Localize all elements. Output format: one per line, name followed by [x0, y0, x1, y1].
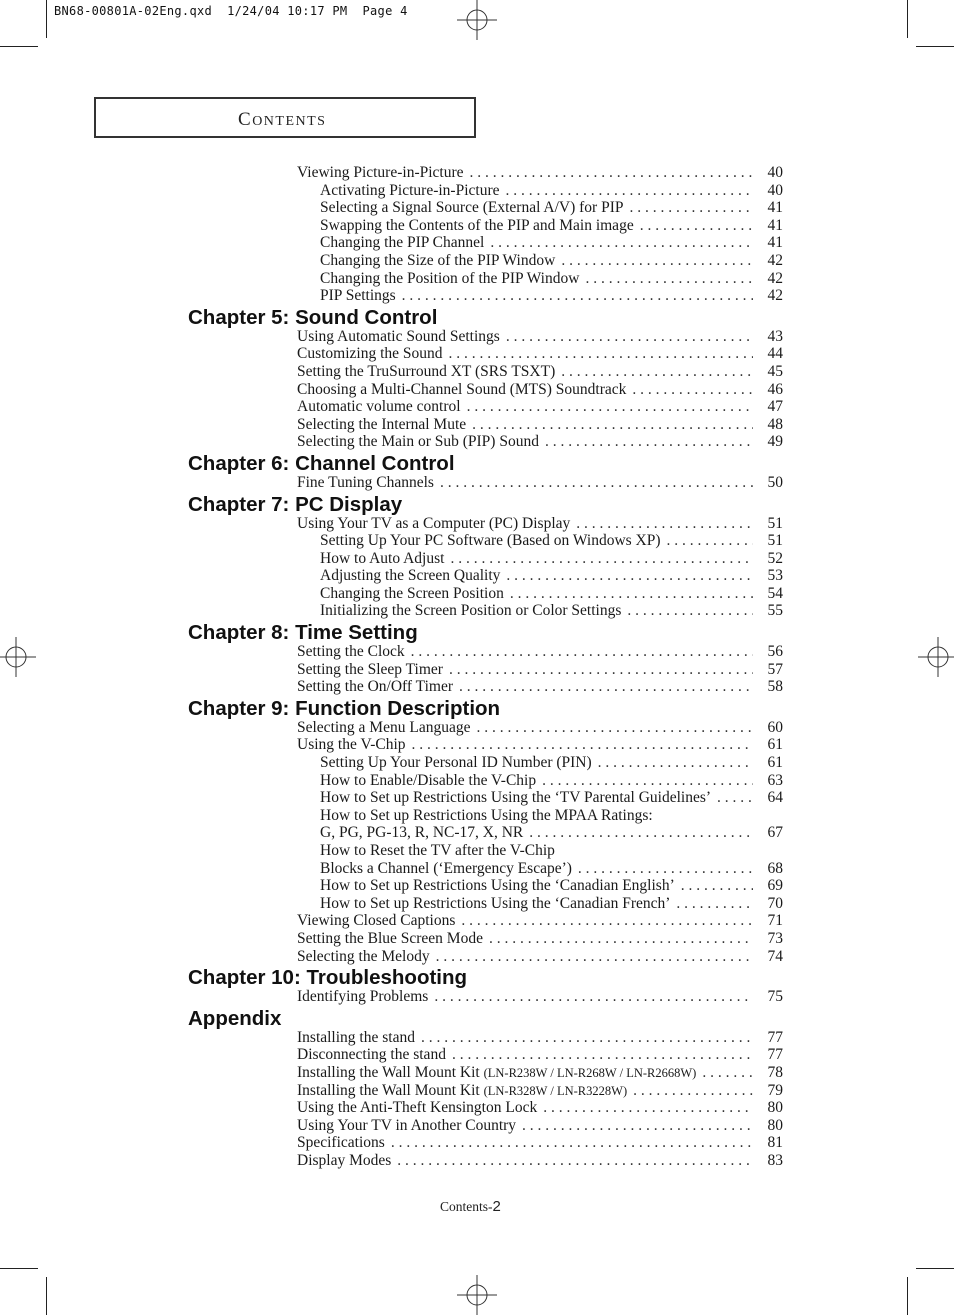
- toc-entry-title: [320, 842, 555, 860]
- dot-leader: [472, 416, 753, 434]
- toc-entry: [188, 719, 783, 737]
- toc-entry-text: Setting Up Your PC Software (Based on Windows XP): [320, 532, 661, 550]
- toc-entry-title: [297, 661, 443, 679]
- chapter-heading: Chapter 8: Time Setting: [188, 621, 418, 645]
- toc-entry-text: How to Enable/Disable the V-Chip: [320, 771, 537, 789]
- toc-entry-title: [297, 381, 626, 399]
- footer-label: Contents-: [440, 1199, 493, 1214]
- toc-page-number: 41: [767, 216, 783, 234]
- dot-leader: [561, 252, 753, 270]
- toc-entry-text: Initializing the Screen Position or Color Settings: [320, 602, 622, 620]
- toc-entry-text: Using Your TV as a Computer (PC) Display: [297, 514, 571, 532]
- crop-mark: [0, 46, 38, 47]
- toc-subentry: [188, 789, 783, 807]
- toc-entry-text: Installing the stand: [297, 1028, 415, 1046]
- toc-page-number: 55: [767, 602, 783, 620]
- toc-entry-title: [320, 789, 711, 807]
- toc-subentry: [188, 877, 783, 895]
- dot-leader: [632, 381, 753, 399]
- chapter-heading: Chapter 5: Sound Control: [188, 305, 438, 329]
- toc-subentry: [188, 287, 783, 305]
- dot-leader: [506, 182, 754, 200]
- toc-entry-title: [297, 912, 455, 930]
- toc-entry-title: [320, 824, 523, 842]
- toc-page-number: 44: [767, 345, 783, 363]
- toc-entry-text: Setting the Clock: [297, 643, 405, 661]
- footer-page-number: 2: [492, 1198, 501, 1215]
- table-of-contents: [188, 164, 783, 1170]
- dot-leader: [717, 789, 753, 807]
- toc-entry-text: Selecting a Menu Language: [297, 718, 471, 736]
- dot-leader: [490, 234, 753, 252]
- toc-entry-text: Viewing Picture-in-Picture: [297, 164, 464, 181]
- toc-entry-text: Using the Anti-Theft Kensington Lock: [297, 1099, 538, 1117]
- toc-subentry: [188, 842, 783, 860]
- dot-leader: [459, 678, 753, 696]
- toc-entry: [188, 736, 783, 754]
- toc-page-number: 70: [767, 894, 783, 912]
- toc-page-number: 74: [767, 947, 783, 965]
- toc-entry: [188, 948, 783, 966]
- toc-page-number: 58: [767, 678, 783, 696]
- dot-leader: [461, 912, 753, 930]
- toc-page-number: 40: [767, 164, 783, 181]
- contents-header-box: [94, 97, 476, 138]
- toc-entry-title: [320, 217, 634, 235]
- registration-mark-right: [918, 637, 954, 677]
- toc-page-number: 77: [767, 1028, 783, 1046]
- toc-entry-title: [297, 948, 430, 966]
- dot-leader: [436, 948, 753, 966]
- toc-subentry: [188, 182, 783, 200]
- toc-entry: [188, 678, 783, 696]
- toc-page-number: 45: [767, 362, 783, 380]
- toc-entry-title: [320, 602, 621, 620]
- toc-entry: [188, 1029, 783, 1047]
- toc-entry-text: Installing the Wall Mount Kit: [297, 1063, 480, 1081]
- page-title-rest: ONTENTS: [252, 114, 327, 129]
- toc-subentry: [188, 234, 783, 252]
- toc-entry-text: How to Set up Restrictions Using the ‘TV Parental Guidelines’: [320, 789, 712, 807]
- toc-entry-title: [297, 474, 434, 492]
- toc-entry-text: Setting the On/Off Timer: [297, 678, 454, 696]
- toc-entry-text: How to Set up Restrictions Using the ‘Canadian English’: [320, 877, 675, 895]
- toc-entry-title: [297, 1082, 627, 1101]
- toc-entry-text: Adjusting the Screen Quality: [320, 567, 501, 585]
- chapter-heading: Chapter 6: Channel Control: [188, 451, 455, 475]
- dot-leader: [506, 567, 753, 585]
- toc-subentry: [188, 252, 783, 270]
- toc-entry-text: How to Reset the TV after the V-Chip: [320, 842, 555, 859]
- crop-mark: [907, 0, 908, 38]
- toc-entry-text: G, PG, PG-13, R, NC-17, X, NR: [320, 824, 524, 842]
- toc-subentry: [188, 550, 783, 568]
- page-title: [238, 109, 326, 131]
- toc-page-number: 73: [767, 929, 783, 947]
- dot-leader: [561, 363, 753, 381]
- toc-entry: [188, 363, 783, 381]
- chapter-heading: Appendix: [188, 1006, 282, 1030]
- toc-page-number: 54: [767, 584, 783, 602]
- toc-entry-text: Customizing the Sound: [297, 345, 443, 363]
- toc-entry-title: [320, 234, 484, 252]
- toc-entry-title: [297, 1152, 391, 1170]
- toc-page-number: 48: [767, 415, 783, 433]
- toc-entry-text: Setting the Blue Screen Mode: [297, 929, 483, 947]
- toc-entry: [188, 164, 783, 182]
- dot-leader: [397, 1152, 753, 1170]
- dot-leader: [467, 398, 753, 416]
- toc-subentry: [188, 532, 783, 550]
- toc-entry-text: Identifying Problems: [297, 988, 429, 1006]
- toc-subentry: [188, 585, 783, 603]
- toc-subentry: [188, 807, 783, 825]
- toc-entry-text: Setting the TruSurround XT (SRS TSXT): [297, 362, 556, 380]
- toc-subentry: [188, 567, 783, 585]
- toc-page-number: 77: [767, 1046, 783, 1064]
- toc-entry-text: Fine Tuning Channels: [297, 473, 434, 491]
- chapter-heading: Chapter 10: Troubleshooting: [188, 966, 468, 990]
- registration-mark-top: [457, 0, 497, 40]
- toc-page-number: 40: [767, 181, 783, 199]
- toc-entry: [188, 988, 783, 1006]
- dot-leader: [440, 474, 753, 492]
- toc-entry-text: Setting Up Your Personal ID Number (PIN): [320, 754, 592, 772]
- toc-entry-title: [320, 895, 670, 913]
- toc-entry: [188, 930, 783, 948]
- toc-entry: [188, 1152, 783, 1170]
- toc-entry-text: Changing the PIP Channel: [320, 234, 485, 252]
- toc-page-number: 71: [767, 912, 783, 930]
- toc-entry-title: [297, 678, 453, 696]
- toc-entry-title: [320, 567, 500, 585]
- toc-entry-text: Blocks a Channel (‘Emergency Escape’): [320, 859, 572, 877]
- toc-entry: [188, 345, 783, 363]
- toc-entry-title: [320, 585, 504, 603]
- toc-entry-title: [297, 643, 405, 661]
- toc-page-number: 50: [767, 473, 783, 491]
- toc-page-number: 79: [767, 1081, 783, 1099]
- toc-page-number: 64: [767, 789, 783, 807]
- toc-entry-title: [297, 1117, 516, 1135]
- crop-mark: [0, 1268, 38, 1269]
- toc-entry: [188, 661, 783, 679]
- toc-entry-text: Selecting the Main or Sub (PIP) Sound: [297, 433, 539, 451]
- toc-entry: [188, 1082, 783, 1100]
- toc-page-number: 60: [767, 718, 783, 736]
- crop-mark: [46, 0, 47, 38]
- dot-leader: [640, 217, 753, 235]
- toc-entry-text: PIP Settings: [320, 287, 396, 305]
- toc-page-number: 81: [767, 1134, 783, 1152]
- toc-entry-text: Using Your TV in Another Country: [297, 1116, 517, 1134]
- toc-entry-title: [297, 1046, 446, 1064]
- toc-entry-title: [320, 252, 555, 270]
- toc-entry: [188, 515, 783, 533]
- toc-entry-title: [297, 736, 406, 754]
- toc-page-number: 57: [767, 660, 783, 678]
- dot-leader: [545, 433, 753, 451]
- toc-page-number: 80: [767, 1099, 783, 1117]
- toc-entry-text: Viewing Closed Captions: [297, 912, 456, 930]
- toc-subentry: [188, 602, 783, 620]
- dot-leader: [522, 1117, 753, 1135]
- dot-leader: [585, 270, 753, 288]
- toc-page-number: 83: [767, 1151, 783, 1169]
- crop-mark: [916, 46, 954, 47]
- toc-entry: [188, 912, 783, 930]
- toc-page-number: 51: [767, 514, 783, 532]
- dot-leader: [391, 1134, 753, 1152]
- toc-entry-title: [297, 988, 428, 1006]
- toc-entry-title: [297, 1029, 415, 1047]
- page-footer: [440, 1198, 501, 1215]
- toc-entry-title: [297, 719, 470, 737]
- toc-entry-text: Using Automatic Sound Settings: [297, 327, 500, 345]
- toc-entry-text: Swapping the Contents of the PIP and Main image: [320, 216, 634, 234]
- crop-mark: [916, 1268, 954, 1269]
- toc-entry-text: Choosing a Multi-Channel Sound (MTS) Soundtrack: [297, 380, 627, 398]
- chapter-heading: Chapter 9: Function Description: [188, 696, 501, 720]
- toc-entry-model-note: (LN-R328W / LN-R3228W): [483, 1083, 628, 1098]
- dot-leader: [576, 515, 753, 533]
- dot-leader: [598, 754, 753, 772]
- toc-entry-text: Specifications: [297, 1134, 385, 1152]
- toc-entry-text: Display Modes: [297, 1151, 392, 1169]
- toc-entry-text: Selecting the Internal Mute: [297, 415, 467, 433]
- toc-page-number: 53: [767, 567, 783, 585]
- toc-entry: [188, 474, 783, 492]
- dot-leader: [476, 719, 753, 737]
- toc-page-number: 49: [767, 433, 783, 451]
- toc-entry-title: [320, 287, 396, 305]
- toc-entry-title: [320, 754, 592, 772]
- dot-leader: [633, 1082, 753, 1100]
- toc-entry-title: [320, 877, 675, 895]
- dot-leader: [529, 824, 753, 842]
- toc-page-number: 43: [767, 327, 783, 345]
- toc-page-number: 42: [767, 269, 783, 287]
- toc-page-number: 78: [767, 1063, 783, 1081]
- toc-entry-model-note: (LN-R238W / LN-R268W / LN-R2668W): [483, 1065, 697, 1080]
- dot-leader: [629, 199, 753, 217]
- toc-subentry: [188, 754, 783, 772]
- toc-entry-text: Changing the Screen Position: [320, 584, 504, 602]
- toc-page-number: 68: [767, 859, 783, 877]
- dot-leader: [542, 772, 753, 790]
- toc-entry-title: [297, 1064, 696, 1083]
- dot-leader: [702, 1064, 753, 1082]
- toc-entry-title: [297, 416, 466, 434]
- toc-page-number: 41: [767, 199, 783, 217]
- toc-entry-title: [320, 270, 579, 288]
- toc-entry: [188, 416, 783, 434]
- toc-entry: [188, 1134, 783, 1152]
- dot-leader: [676, 895, 753, 913]
- dot-leader: [412, 736, 753, 754]
- toc-entry-title: [297, 398, 461, 416]
- toc-entry-text: Using the V-Chip: [297, 736, 406, 754]
- dot-leader: [470, 164, 753, 182]
- toc-entry-title: [320, 532, 661, 550]
- toc-entry: [188, 433, 783, 451]
- toc-entry-title: [297, 363, 555, 381]
- toc-entry-title: [297, 433, 539, 451]
- toc-entry-text: Selecting the Melody: [297, 947, 430, 965]
- crop-mark: [907, 1277, 908, 1315]
- toc-subentry: [188, 824, 783, 842]
- toc-entry: [188, 1046, 783, 1064]
- toc-page-number: 75: [767, 988, 783, 1006]
- dot-leader: [681, 877, 753, 895]
- registration-mark-bottom: [457, 1275, 497, 1315]
- toc-page-number: 80: [767, 1116, 783, 1134]
- toc-entry-title: [320, 772, 536, 790]
- toc-page-number: 69: [767, 877, 783, 895]
- toc-entry-title: [297, 930, 483, 948]
- toc-subentry: [188, 895, 783, 913]
- toc-entry-text: How to Set up Restrictions Using the MPAA Ratings:: [320, 806, 653, 824]
- toc-entry-text: Setting the Sleep Timer: [297, 660, 443, 678]
- toc-entry: [188, 328, 783, 346]
- toc-entry-title: [320, 182, 500, 200]
- chapter-heading: Chapter 7: PC Display: [188, 492, 403, 516]
- toc-subentry: [188, 217, 783, 235]
- dot-leader: [434, 988, 753, 1006]
- toc-entry-title: [297, 164, 464, 182]
- toc-entry-title: [297, 1099, 537, 1117]
- toc-entry: [188, 381, 783, 399]
- toc-subentry: [188, 860, 783, 878]
- toc-entry-text: Automatic volume control: [297, 398, 461, 416]
- crop-mark: [46, 1277, 47, 1315]
- dot-leader: [510, 585, 753, 603]
- toc-entry-title: [320, 860, 572, 878]
- dot-leader: [667, 532, 753, 550]
- toc-page-number: 51: [767, 532, 783, 550]
- toc-page-number: 47: [767, 398, 783, 416]
- toc-entry: [188, 1099, 783, 1117]
- toc-entry-title: [297, 515, 570, 533]
- toc-entry-text: Changing the Position of the PIP Window: [320, 269, 580, 287]
- toc-page-number: 67: [767, 824, 783, 842]
- toc-entry-text: Selecting a Signal Source (External A/V) for PIP: [320, 199, 624, 217]
- toc-subentry: [188, 199, 783, 217]
- toc-entry-title: [297, 345, 443, 363]
- toc-entry-title: [320, 550, 444, 568]
- registration-mark-left: [0, 637, 36, 677]
- dot-leader: [450, 550, 753, 568]
- toc-entry: [188, 1117, 783, 1135]
- print-slug: BN68-00801A-02Eng.qxd 1/24/04 10:17 PM Page 4: [54, 4, 408, 18]
- toc-page-number: 46: [767, 380, 783, 398]
- toc-page-number: 56: [767, 643, 783, 661]
- toc-entry-text: How to Set up Restrictions Using the ‘Canadian French’: [320, 894, 671, 912]
- dot-leader: [411, 643, 753, 661]
- dot-leader: [578, 860, 753, 878]
- toc-page-number: 42: [767, 251, 783, 269]
- page-title-initial: C: [238, 109, 253, 130]
- toc-entry-title: [320, 807, 653, 825]
- dot-leader: [506, 328, 753, 346]
- toc-subentry: [188, 772, 783, 790]
- toc-entry-title: [297, 1134, 385, 1152]
- toc-page-number: 63: [767, 771, 783, 789]
- toc-entry: [188, 1064, 783, 1082]
- toc-page-number: 41: [767, 234, 783, 252]
- toc-entry: [188, 398, 783, 416]
- dot-leader: [543, 1099, 753, 1117]
- toc-entry-text: Activating Picture-in-Picture: [320, 181, 500, 199]
- toc-entry-title: [297, 328, 500, 346]
- toc-page-number: 52: [767, 549, 783, 567]
- dot-leader: [627, 602, 753, 620]
- dot-leader: [449, 661, 753, 679]
- toc-entry-text: Installing the Wall Mount Kit: [297, 1081, 480, 1099]
- dot-leader: [489, 930, 753, 948]
- toc-entry: [188, 643, 783, 661]
- toc-subentry: [188, 270, 783, 288]
- toc-entry-text: How to Auto Adjust: [320, 549, 445, 567]
- dot-leader: [452, 1046, 753, 1064]
- toc-entry-text: Disconnecting the stand: [297, 1046, 446, 1064]
- toc-entry-title: [320, 199, 623, 217]
- toc-entry-text: Changing the Size of the PIP Window: [320, 251, 556, 269]
- dot-leader: [421, 1029, 753, 1047]
- toc-page-number: 61: [767, 754, 783, 772]
- dot-leader: [402, 287, 753, 305]
- toc-page-number: 61: [767, 736, 783, 754]
- toc-page-number: 42: [767, 287, 783, 305]
- dot-leader: [449, 345, 753, 363]
